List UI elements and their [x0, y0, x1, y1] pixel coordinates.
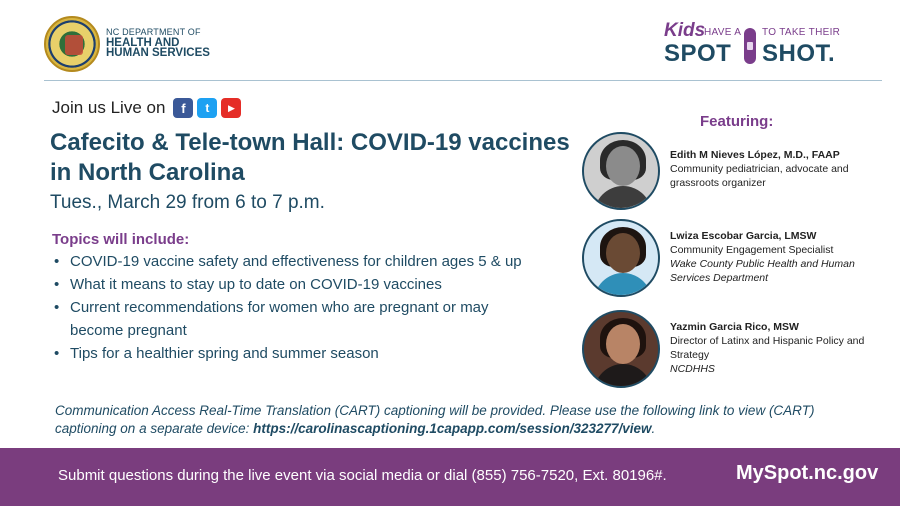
join-label: Join us Live on	[52, 98, 166, 117]
youtube-icon[interactable]: ▶	[221, 98, 241, 118]
speaker-role: Director of Latinx and Hispanic Policy and Strategy	[670, 335, 865, 361]
header-divider	[44, 80, 882, 81]
speaker-info	[670, 229, 870, 285]
brand-spot: SPOT	[664, 40, 732, 67]
event-title: Cafecito & Tele-town Hall: COVID-19 vaccines in North Carolina	[50, 129, 570, 186]
speaker-info	[670, 320, 870, 376]
brand-kids: Kids	[664, 20, 706, 41]
brand-to-take-their: TO TAKE THEIR	[762, 27, 841, 38]
twitter-icon[interactable]: t	[197, 98, 217, 118]
footer-bar	[0, 448, 900, 506]
org-line-3: HUMAN SERVICES	[106, 47, 210, 59]
header	[0, 0, 900, 80]
site-link[interactable]: MySpot.nc.gov	[736, 462, 879, 484]
org-line-1: NC DEPARTMENT OF	[106, 27, 201, 37]
speaker-org: NCDHHS	[670, 363, 715, 375]
ncdhhs-logo-text	[106, 27, 210, 58]
speaker-role: Community pediatrician, advocate and grassroots organizer	[670, 163, 849, 189]
topics-heading: Topics will include:	[52, 231, 190, 248]
list-item: • Current recommendations for women who are pregnant or may become pregnant	[52, 296, 492, 342]
speaker-photo	[582, 132, 660, 210]
featuring-heading: Featuring:	[700, 113, 774, 130]
speaker-info	[670, 148, 870, 190]
footer-text: Submit questions during the live event via social media or dial (855) 756-7520, Ext. 80196#.	[58, 467, 667, 484]
speaker-card	[582, 219, 882, 299]
org-line-2: HEALTH AND	[106, 37, 180, 49]
cart-captioning-note	[55, 402, 855, 438]
cart-captioning-link[interactable]: https://carolinascaptioning.1capapp.com/session/323277/view	[253, 421, 652, 436]
speaker-name: Lwiza Escobar Garcia, LMSW	[670, 230, 817, 242]
facebook-icon[interactable]: f	[173, 98, 193, 118]
speaker-name: Yazmin Garcia Rico, MSW	[670, 321, 799, 333]
brand-have-a: HAVE A	[704, 27, 742, 38]
topics-list	[52, 250, 592, 365]
speaker-role: Community Engagement Specialist	[670, 244, 834, 256]
cart-text: Communication Access Real-Time Translation (CART) captioning will be provided. Please use the following link to view (CART) captioning on a separate device:	[55, 403, 815, 436]
list-item: • COVID-19 vaccine safety and effectiveness for children ages 5 & up	[52, 250, 592, 273]
list-item: • What it means to stay up to date on COVID-19 vaccines	[52, 273, 592, 296]
nc-state-seal-icon	[44, 16, 100, 72]
speaker-photo	[582, 219, 660, 297]
speaker-name: Edith M Nieves López, M.D., FAAP	[670, 149, 840, 161]
cart-end: .	[651, 421, 656, 436]
speaker-org: Wake County Public Health and Human Services Department	[670, 258, 855, 284]
bandage-icon	[744, 28, 756, 64]
speaker-photo	[582, 310, 660, 388]
speaker-card	[582, 132, 882, 212]
event-date: Tues., March 29 from 6 to 7 p.m.	[50, 192, 325, 213]
kids-spot-shot-logo	[664, 20, 854, 68]
list-item: • Tips for a healthier spring and summer season	[52, 342, 592, 365]
speaker-card	[582, 310, 882, 390]
join-live-row	[52, 98, 241, 118]
brand-shot: SHOT.	[762, 40, 836, 67]
